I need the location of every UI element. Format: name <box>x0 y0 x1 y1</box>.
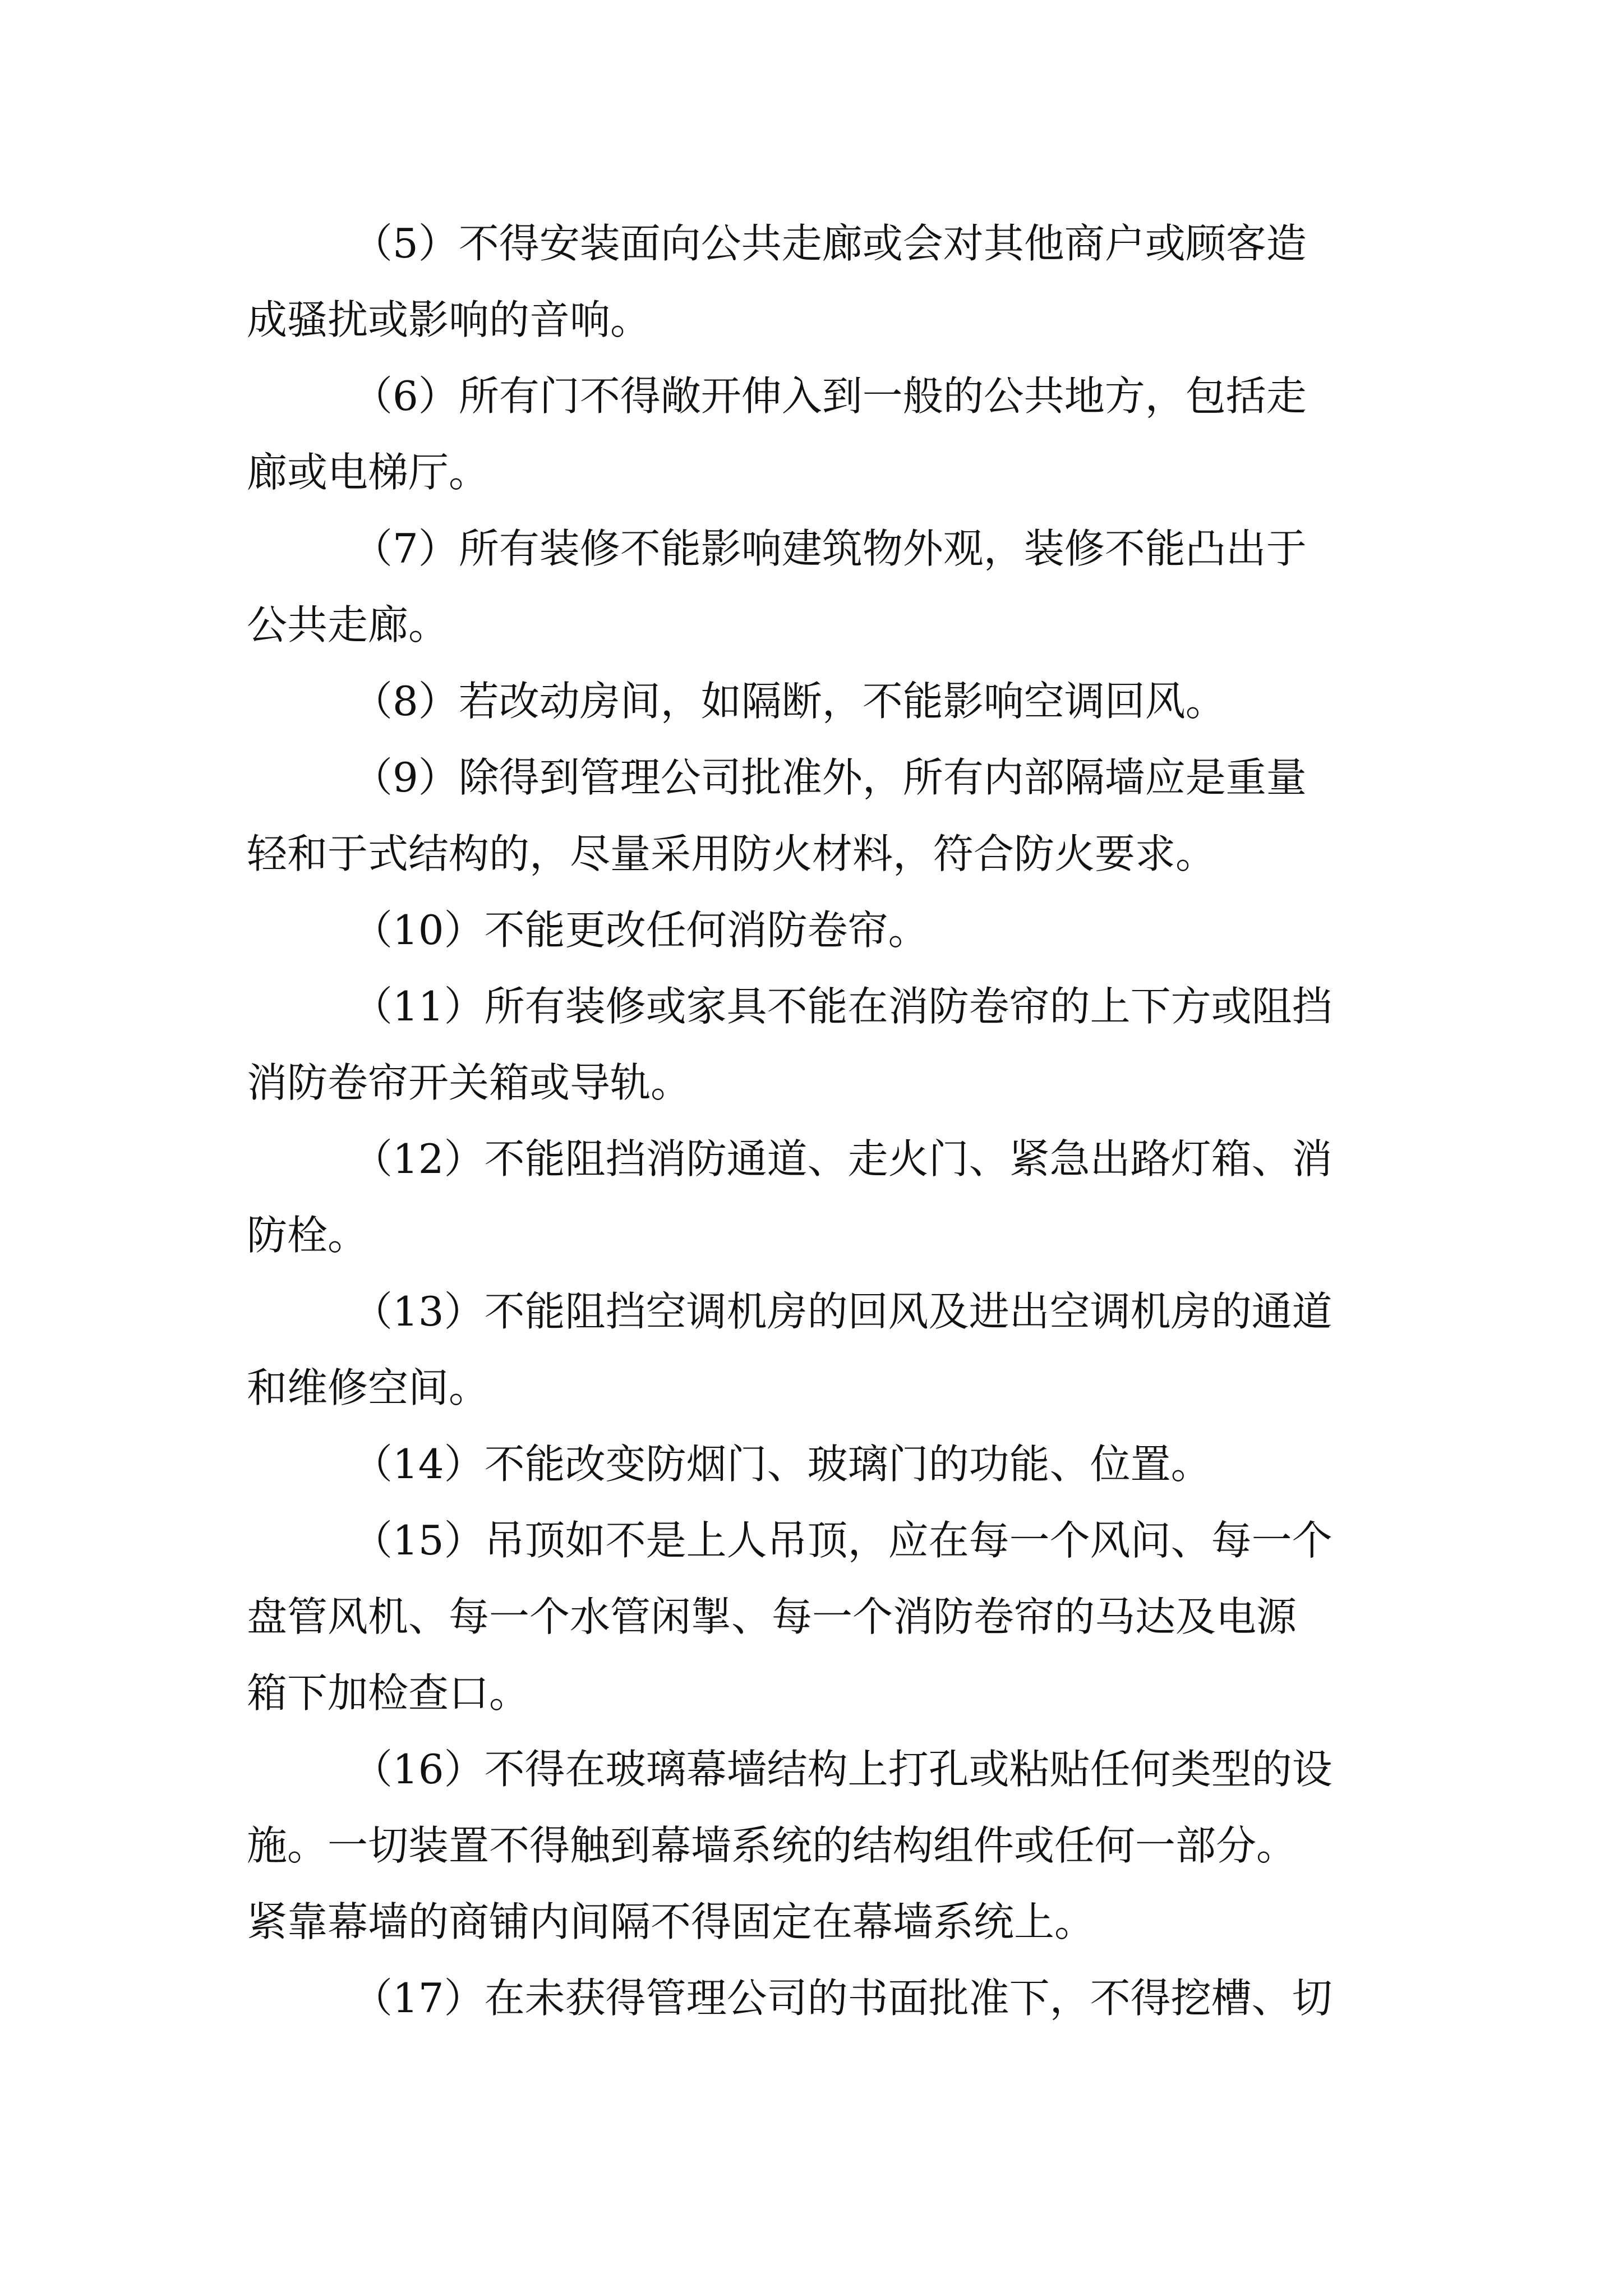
text-line: （9）除得到管理公司批准外，所有内部隔墙应是重量 <box>352 754 1307 801</box>
text-line: （5）不得安装面向公共走廊或会对其他商户或顾客造 <box>352 220 1307 267</box>
text-line: （13）不能阻挡空调机房的回风及进出空调机房的通道 <box>352 1288 1332 1335</box>
text-line: 盘管风机、每一个水管闲掣、每一个消防卷帘的马达及电源 <box>247 1593 1297 1640</box>
text-line: （10）不能更改任何消防卷帘。 <box>352 907 929 954</box>
text-line: （16）不得在玻璃幕墙结构上打孔或粘贴任何类型的设 <box>352 1746 1332 1793</box>
text-line: 防栓。 <box>247 1212 368 1259</box>
text-line: （12）不能阻挡消防通道、走火门、紧急出路灯箱、消 <box>352 1135 1332 1182</box>
text-line: （6）所有门不得敞开伸入到一般的公共地方，包括走 <box>352 372 1307 420</box>
text-line: 成骚扰或影响的音响。 <box>247 296 651 343</box>
text-line: 箱下加检查口。 <box>247 1669 530 1717</box>
text-line: （15）吊顶如不是上人吊顶，应在每一个风问、每一个 <box>352 1517 1332 1564</box>
text-line: 和维修空间。 <box>247 1364 490 1411</box>
text-line: （11）所有装修或家具不能在消防卷帘的上下方或阻挡 <box>352 983 1332 1030</box>
text-line: 廊或电梯厅。 <box>247 449 490 496</box>
text-line: （14）不能改变防烟门、玻璃门的功能、位置。 <box>352 1441 1211 1488</box>
text-line: 轻和于式结构的，尽量采用防火材料，符合防火要求。 <box>247 830 1216 877</box>
text-line: 消防卷帘开关箱或导轨。 <box>247 1059 691 1106</box>
text-line: （7）所有装修不能影响建筑物外观，装修不能凸出于 <box>352 525 1307 572</box>
text-line: 公共走廊。 <box>247 601 449 648</box>
text-line: 紧靠幕墙的商铺内间隔不得固定在幕墙系统上。 <box>247 1898 1095 1945</box>
text-line: （8）若改动房间，如隔断，不能影响空调回风。 <box>352 678 1226 725</box>
text-line: 施。一切装置不得触到幕墙系统的结构组件或任何一部分。 <box>247 1822 1297 1869</box>
text-line: （17）在未获得管理公司的书面批准下，不得挖槽、切 <box>352 1975 1332 2022</box>
